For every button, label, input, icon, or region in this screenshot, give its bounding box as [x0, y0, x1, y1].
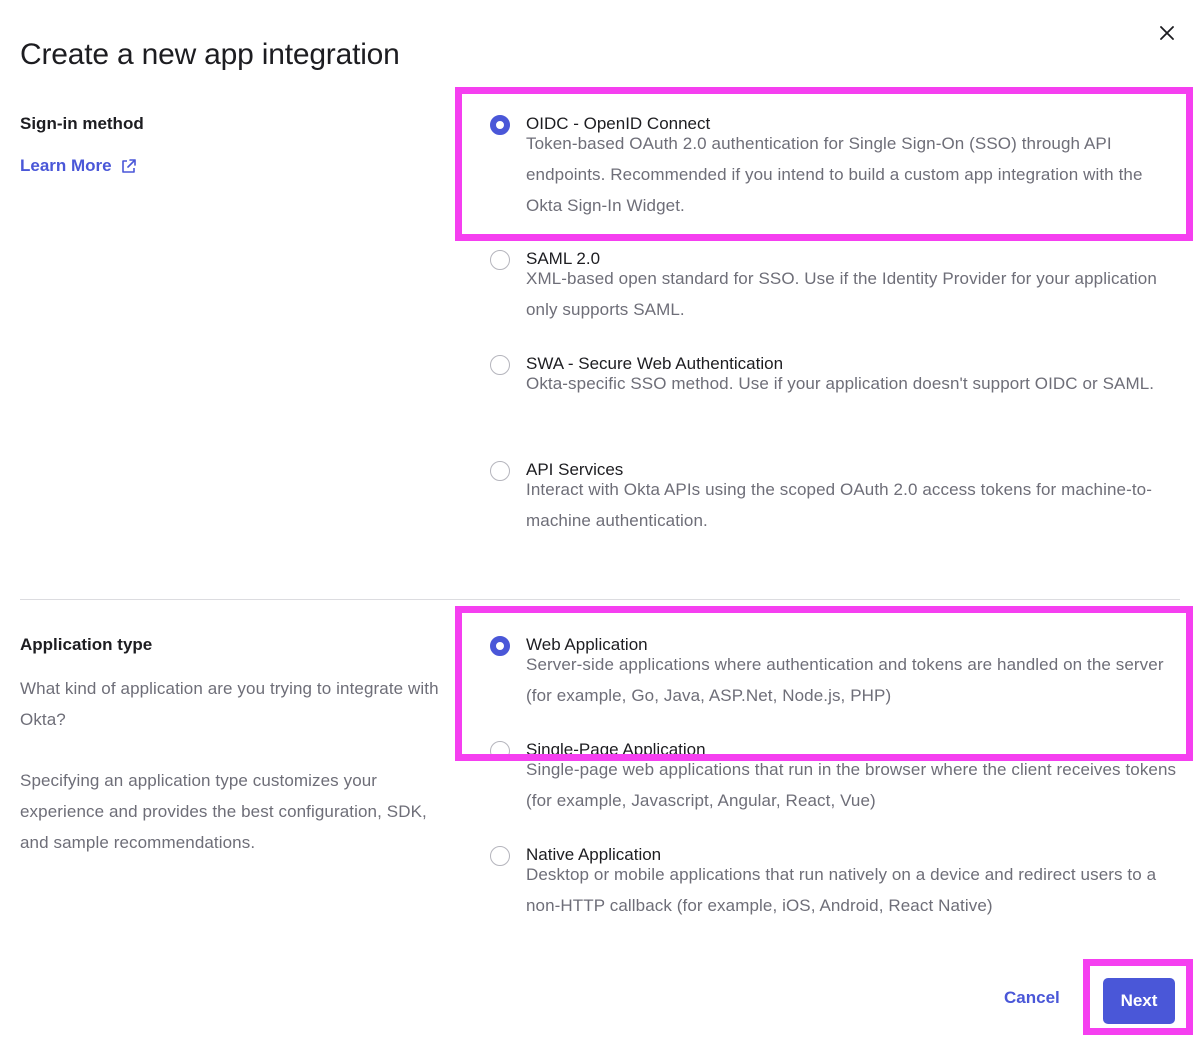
- sign-in-method-label: Sign-in method: [20, 114, 144, 133]
- section-divider: [20, 599, 1180, 600]
- option-title: SWA - Secure Web Authentication: [526, 354, 784, 373]
- option-description: Interact with Okta APIs using the scoped OAuth 2.0 access tokens for machine-to-machine authentication.: [526, 480, 1152, 530]
- external-link-icon: [120, 158, 137, 175]
- close-button[interactable]: [1154, 20, 1180, 46]
- option-description: Single-page web applications that run in the browser where the client receives tokens (for example, Javascript, Angular, React, Vue): [526, 760, 1177, 810]
- radio-button[interactable]: [490, 846, 510, 866]
- dialog-title: Create a new app integration: [20, 38, 400, 71]
- option-title: Web Application: [526, 635, 648, 654]
- option-title: SAML 2.0: [526, 249, 601, 268]
- application-type-question: What kind of application are you trying to integrate with Okta?: [20, 679, 439, 729]
- option-title: Single-Page Application: [526, 740, 706, 759]
- option-description: Okta-specific SSO method. Use if your application doesn't support OIDC or SAML.: [526, 374, 1155, 393]
- option-description: XML-based open standard for SSO. Use if the Identity Provider for your application only supports SAML.: [526, 269, 1157, 319]
- option-title: API Services: [526, 460, 624, 479]
- application-type-label: Application type: [20, 635, 153, 654]
- learn-more-label: Learn More: [20, 156, 112, 175]
- radio-button[interactable]: [490, 250, 510, 270]
- option-title: Native Application: [526, 845, 662, 864]
- option-description: Server-side applications where authentication and tokens are handled on the server (for example, Go, Java, ASP.Net, Node.js, PHP): [526, 655, 1164, 705]
- application-type-hint: Specifying an application type customizes your experience and provides the best configuration, SDK, and sample recommendations.: [20, 771, 427, 852]
- option-description: Token-based OAuth 2.0 authentication for Single Sign-On (SSO) through API endpoints. Recommended if you intend to build a custom app integration with the Okta Sign-In Widget.: [526, 134, 1143, 215]
- option-description: Desktop or mobile applications that run natively on a device and redirect users to a non-HTTP callback (for example, iOS, Android, React Native): [526, 865, 1157, 915]
- learn-more-link[interactable]: [20, 156, 137, 176]
- option-title: OIDC - OpenID Connect: [526, 114, 711, 133]
- radio-button[interactable]: [490, 461, 510, 481]
- cancel-button[interactable]: Cancel: [1004, 988, 1060, 1007]
- radio-button[interactable]: [490, 741, 510, 761]
- radio-button[interactable]: [490, 355, 510, 375]
- close-icon: [1160, 26, 1174, 40]
- radio-button[interactable]: [490, 115, 510, 135]
- radio-button[interactable]: [490, 636, 510, 656]
- next-button[interactable]: Next: [1103, 978, 1175, 1024]
